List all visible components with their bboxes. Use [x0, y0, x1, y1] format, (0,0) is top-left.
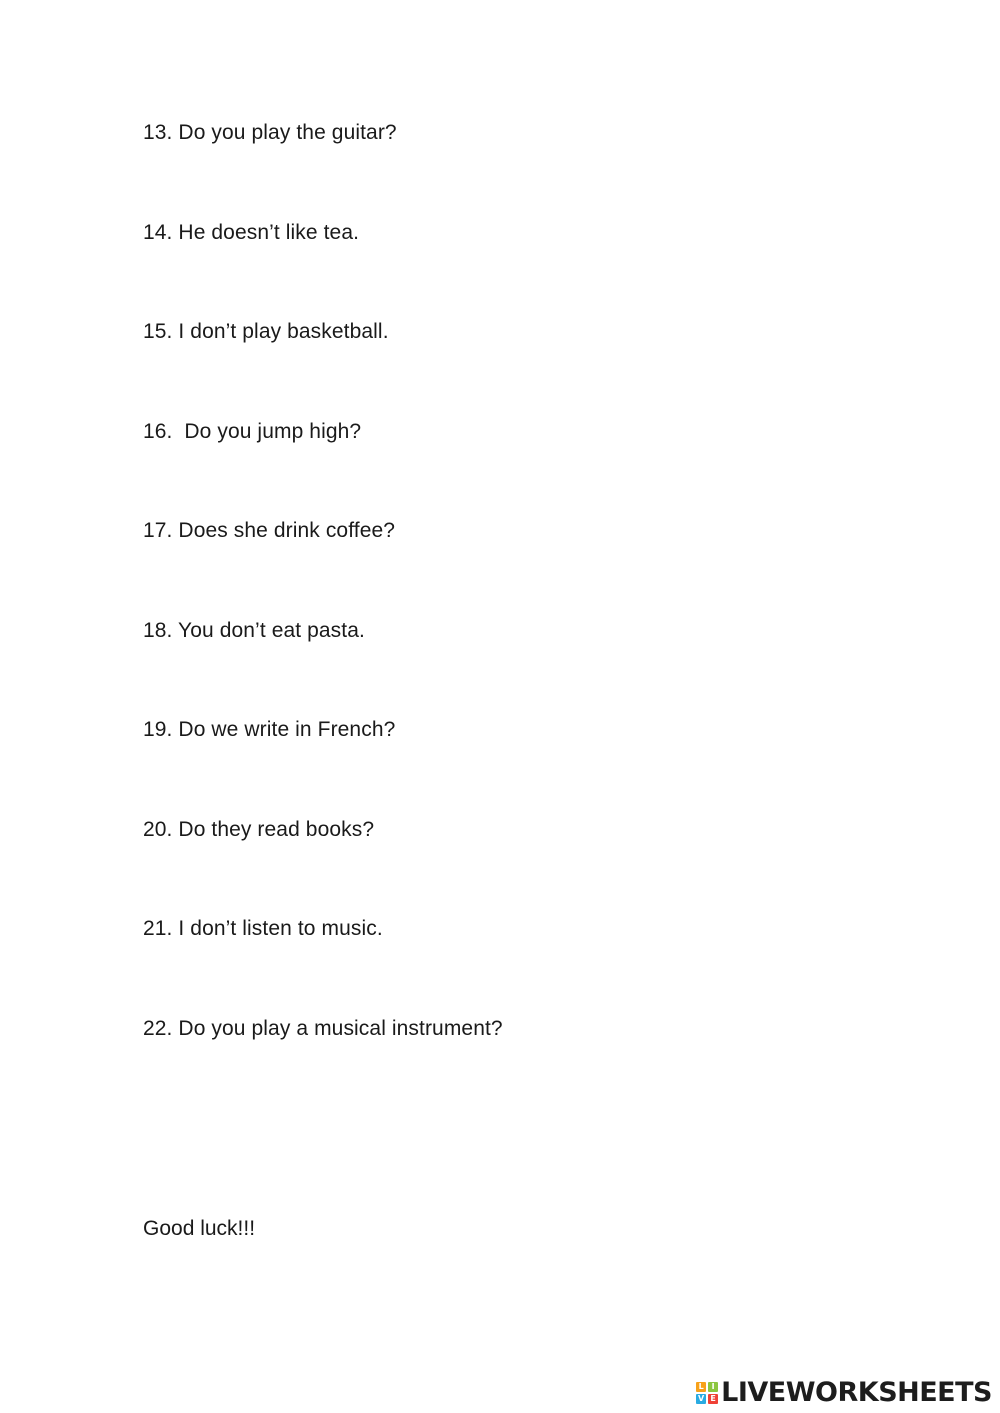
logo-tile-e: E	[708, 1394, 718, 1404]
sentence-16: 16. Do you jump high?	[143, 420, 362, 443]
liveworksheets-logo-icon	[696, 1382, 718, 1404]
sentence-22: 22. Do you play a musical instrument?	[143, 1017, 503, 1040]
closing-message: Good luck!!!	[143, 1217, 256, 1240]
sentence-14: 14. He doesn’t like tea.	[143, 221, 360, 244]
sentence-19: 19. Do we write in French?	[143, 718, 396, 741]
sentence-15: 15. I don’t play basketball.	[143, 320, 389, 343]
liveworksheets-watermark	[696, 1377, 992, 1409]
brand-name: LIVEWORKSHEETS	[721, 1377, 992, 1408]
sentence-18: 18. You don’t eat pasta.	[143, 619, 365, 642]
logo-tile-v: V	[698, 1394, 705, 1403]
sentence-20: 20. Do they read books?	[143, 818, 375, 841]
sentence-13: 13. Do you play the guitar?	[143, 121, 397, 144]
sentence-17: 17. Does she drink coffee?	[143, 519, 396, 542]
sentence-21: 21. I don’t listen to music.	[143, 917, 383, 940]
logo-tile-l: L	[696, 1382, 706, 1392]
logo-tile-i: I	[708, 1382, 718, 1392]
